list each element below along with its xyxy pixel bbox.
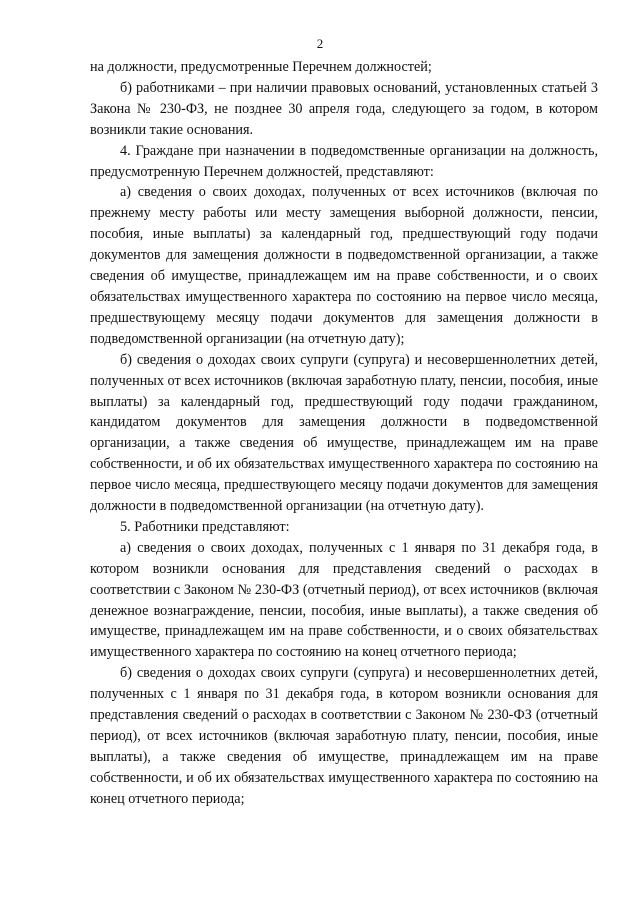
paragraph-5b: б) сведения о доходах своих супруги (супруга) и несовершеннолетних детей, полученных с 1 января по 31 декабря года, в котором возникли основания для представления сведений о расходах в соответствии с Законом № 230-ФЗ (отчетный период), от всех источников (включая заработную плату, пенсии, пособия, иные выплаты), а также сведения об имуществе, принадлежащем им на праве собственности, и об их обязательствах имущественного характера по состоянию на конец отчетного периода; — [90, 665, 598, 807]
document-body — [90, 57, 598, 810]
paragraph-4: 4. Граждане при назначении в подведомственные организации на должность, предусмотренную Перечнем должностей, представляют: — [90, 142, 598, 180]
paragraph-4a: а) сведения о своих доходах, полученных от всех источников (включая по прежнему месту работы или месту замещения выборной должности, пенсии, пособия, иные выплаты) за календарный год, предшествующий году подачи документов для замещения должности в подведомственной организации, а также сведения об имуществе, принадлежащем им на праве собственности, и о своих обязательствах имущественного характера по состоянию на первое число месяца, предшествующему месяцу подачи документов для замещения должности в подведомственной организации (на отчетную дату); — [90, 184, 598, 347]
paragraph-3b: б) работниками – при наличии правовых оснований, установленных статьей 3 Закона № 230-ФЗ, не позднее 30 апреля года, следующего за годом, в котором возникли такие основания. — [90, 79, 598, 138]
paragraph-5a: а) сведения о своих доходах, полученных с 1 января по 31 декабря года, в котором возникли основания для представления сведений о расходах в соответствии с Законом № 230-ФЗ (отчетный период), от всех источников (включая денежное вознаграждение, пенсии, пособия, иные выплаты), а также сведения об имуществе, принадлежащем им на праве собственности, и о своих обязательствах имущественного характера по состоянию на конец отчетного периода; — [90, 539, 598, 661]
paragraph-5: 5. Работники представляют: — [120, 518, 290, 535]
paragraph-4b: б) сведения о доходах своих супруги (супруга) и несовершеннолетних детей, полученных от всех источников (включая заработную плату, пенсии, пособия, иные выплаты) за календарный год, предшествующий году подачи гражданином, кандидатом документов для замещения должности в подведомственной организации, а также сведения об имуществе, принадлежащем им на праве собственности, и об их обязательствах имущественного характера по состоянию на первое число месяца, предшествующего месяцу подачи документов для замещения должности в подведомственной организации (на отчетную дату). — [90, 351, 598, 515]
paragraph-continuation: на должности, предусмотренные Перечнем должностей; — [90, 59, 432, 75]
page-number: 2 — [316, 36, 324, 51]
